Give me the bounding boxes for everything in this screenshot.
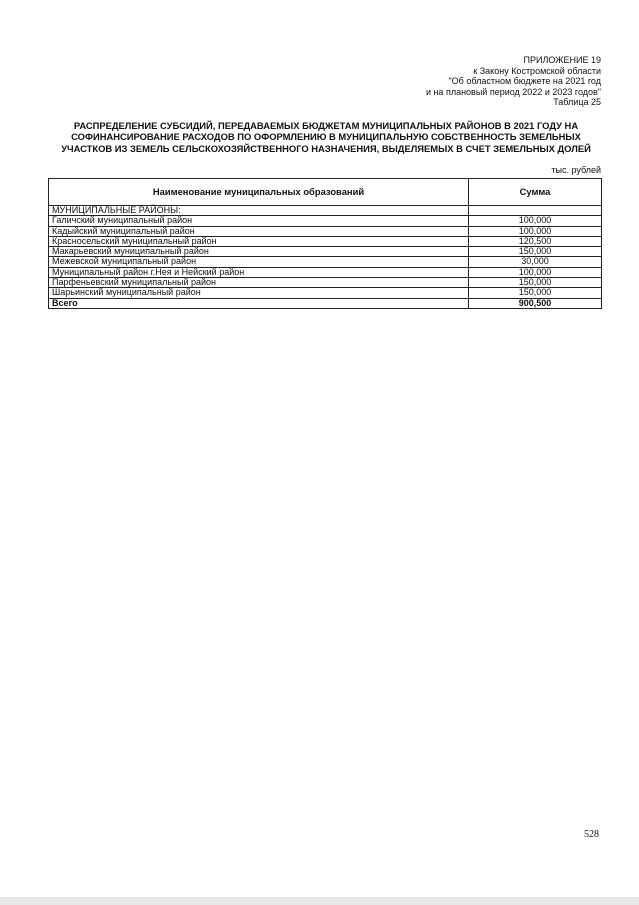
appendix-header	[426, 55, 601, 108]
district-sum: 120,500	[469, 236, 602, 246]
district-name: Парфеньевский муниципальный район	[49, 278, 469, 288]
table-row	[49, 267, 602, 277]
page-number: 528	[584, 829, 599, 840]
scan-edge-divider	[0, 897, 639, 905]
district-name: Галичский муниципальный район	[49, 216, 469, 226]
law-reference: к Закону Костромской области	[473, 65, 601, 76]
section-sum-empty	[469, 206, 602, 216]
table-row	[49, 226, 602, 236]
table-row	[49, 236, 602, 246]
table-header-row	[49, 179, 602, 206]
district-name: Муниципальный район г.Нея и Нейский район	[49, 267, 469, 277]
district-sum: 100,000	[469, 226, 602, 236]
district-name: Красносельский муниципальный район	[49, 236, 469, 246]
table-row	[49, 288, 602, 298]
district-sum: 30,000	[469, 257, 602, 267]
table-row	[49, 278, 602, 288]
section-row	[49, 206, 602, 216]
subsidy-table	[48, 178, 602, 309]
table-row	[49, 247, 602, 257]
district-name: Шарьинский муниципальный район	[49, 288, 469, 298]
district-name: Кадыйский муниципальный район	[49, 226, 469, 236]
district-sum: 100,000	[469, 216, 602, 226]
total-label: Всего	[49, 298, 469, 308]
table-row	[49, 216, 602, 226]
appendix-number: ПРИЛОЖЕНИЕ 19	[523, 55, 601, 65]
district-name: Межевской муниципальный район	[49, 257, 469, 267]
district-sum: 150,000	[469, 247, 602, 257]
table-number: Таблица 25	[553, 97, 601, 108]
law-title-line2: и на плановый период 2022 и 2023 годов"	[425, 86, 601, 97]
district-sum: 150,000	[469, 278, 602, 288]
district-name: Макарьевский муниципальный район	[49, 247, 469, 257]
total-sum: 900,500	[469, 298, 602, 308]
law-title-line1: "Об областном бюджете на 2021 год	[448, 76, 601, 87]
document-title: РАСПРЕДЕЛЕНИЕ СУБСИДИЙ, ПЕРЕДАВАЕМЫХ БЮДЖЕТАМ МУНИЦИПАЛЬНЫХ РАЙОНОВ В 2021 ГОДУ НА СОФИНАНСИРОВАНИЕ РАСХОДОВ ПО ОФОРМЛЕНИЮ В МУНИЦИПАЛЬНУЮ СОБСТВЕННОСТЬ ЗЕМЕЛЬНЫХ УЧАСТКОВ ИЗ ЗЕМЕЛЬ СЕЛЬСКОХОЗЯЙСТВЕННОГО НАЗНАЧЕНИЯ, ВЫДЕЛЯЕМЫХ В СЧЕТ ЗЕМЕЛЬНЫХ ДОЛЕЙ	[61, 120, 591, 154]
section-label: МУНИЦИПАЛЬНЫЕ РАЙОНЫ:	[49, 206, 469, 216]
unit-label: тыс. рублей	[551, 165, 601, 175]
column-header-name: Наименование муниципальных образований	[49, 179, 469, 206]
total-row	[49, 298, 602, 308]
column-header-sum: Сумма	[469, 179, 602, 206]
table-row	[49, 257, 602, 267]
district-sum: 100,000	[469, 267, 602, 277]
district-sum: 150,000	[469, 288, 602, 298]
